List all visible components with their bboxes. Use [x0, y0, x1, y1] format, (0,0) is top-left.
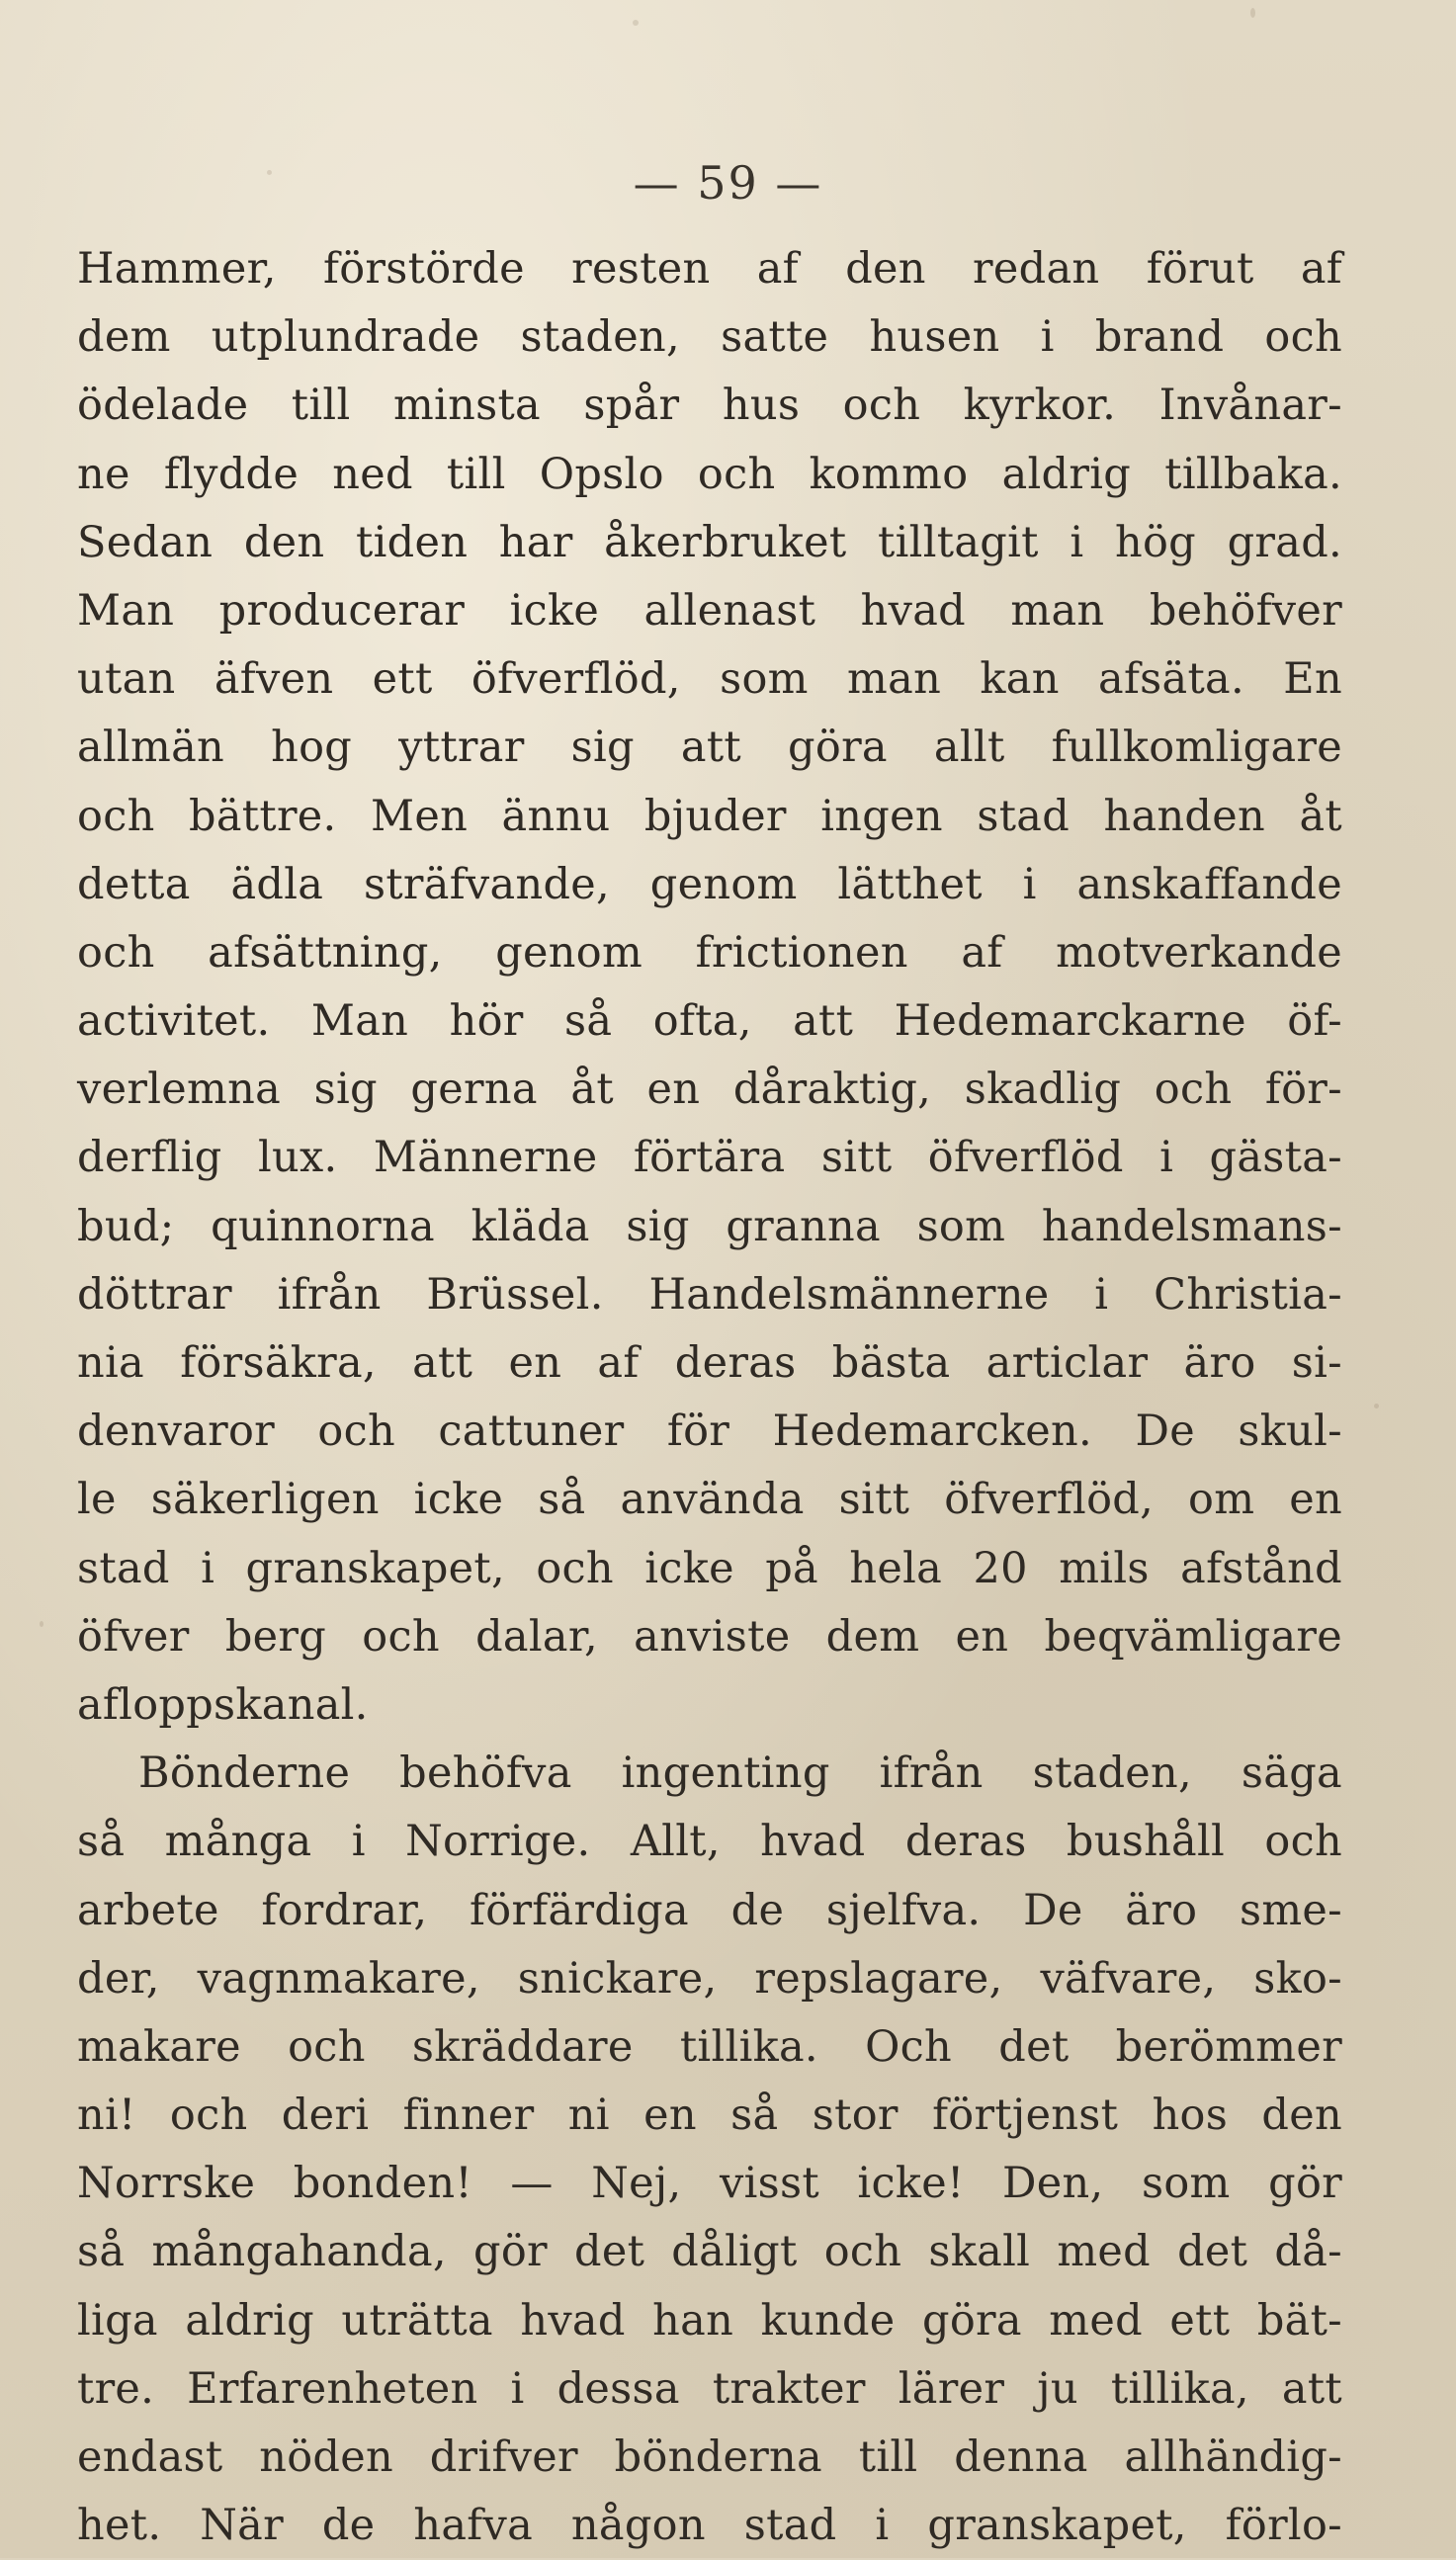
text-line: Man producerar icke allenast hvad man behöfver	[77, 585, 1342, 636]
text-line: denvaror och cattuner för Hedemarcken. De skul-	[77, 1407, 1342, 1457]
text-line: bud; quinnorna kläda sig granna som handelsmans-	[77, 1201, 1342, 1251]
foxing-spot	[1250, 8, 1255, 18]
text-line: ne flydde ned till Opslo och kommo aldrig tillbaka.	[77, 449, 1342, 499]
text-line: så många i Norrige. Allt, hvad deras bushåll och	[77, 1817, 1342, 1867]
text-line: tre. Erfarenheten i dessa trakter lärer ju tillika, att	[77, 2363, 1342, 2414]
text-line: stad i granskapet, och icke på hela 20 mils afstånd	[77, 1543, 1342, 1593]
page-number: — 59 —	[633, 156, 823, 210]
text-line: afloppskanal.	[77, 1679, 369, 1730]
text-line: och bättre. Men ännu bjuder ingen stad handen åt	[77, 791, 1342, 841]
text-line: activitet. Man hör så ofta, att Hedemarckarne öf-	[77, 996, 1342, 1047]
text-line: endast nöden drifver bönderna till denna allhändig-	[77, 2432, 1342, 2482]
text-line: ödelade till minsta spår hus och kyrkor. Invånar-	[77, 381, 1342, 431]
text-line: verlemna sig gerna åt en dåraktig, skadlig och för-	[77, 1065, 1342, 1115]
text-line: der, vagnmakare, snickare, repslagare, väfvare, sko-	[77, 1953, 1342, 2004]
text-line: så mångahanda, gör det dåligt och skall med det då-	[77, 2227, 1342, 2277]
text-line: nia försäkra, att en af deras bästa articlar äro si-	[77, 1338, 1342, 1388]
foxing-spot	[40, 1621, 43, 1627]
text-line: Bönderne behöfva ingenting ifrån staden, säga	[138, 1749, 1342, 1799]
body-text	[77, 235, 1342, 2560]
foxing-spot	[1374, 1404, 1379, 1408]
text-line: het. När de hafva någon stad i granskapet, förlo-	[77, 2501, 1342, 2551]
text-line: utan äfven ett öfverflöd, som man kan afsäta. En	[77, 654, 1342, 705]
text-line: öfver berg och dalar, anviste dem en beqvämligare	[77, 1611, 1342, 1662]
text-line: liga aldrig uträtta hvad han kunde göra med ett bät-	[77, 2295, 1342, 2346]
text-line: derflig lux. Männerne förtära sitt öfverflöd i gästa-	[77, 1133, 1342, 1183]
text-line: allmän hog yttrar sig att göra allt fullkomligare	[77, 723, 1342, 773]
text-line: arbete fordrar, förfärdiga de sjelfva. De äro sme-	[77, 1885, 1342, 1935]
text-line: Sedan den tiden har åkerbruket tilltagit i hög grad.	[77, 517, 1342, 567]
text-line: döttrar ifrån Brüssel. Handelsmännerne i Christia-	[77, 1269, 1342, 1320]
text-line: le säkerligen icke så använda sitt öfverflöd, om en	[77, 1475, 1342, 1525]
text-line: och afsättning, genom frictionen af motverkande	[77, 927, 1342, 978]
text-line: Hammer, förstörde resten af den redan förut af	[77, 244, 1342, 294]
text-line: ni! och deri finner ni en så stor förtjenst hos den	[77, 2091, 1342, 2141]
text-line: detta ädla sträfvande, genom lätthet i anskaffande	[77, 859, 1342, 909]
text-line: dem utplundrade staden, satte husen i brand och	[77, 312, 1342, 363]
foxing-spot	[633, 20, 639, 26]
text-line: Norrske bonden! — Nej, visst icke! Den, som gör	[77, 2159, 1342, 2209]
text-line: makare och skräddare tillika. Och det berömmer	[77, 2021, 1342, 2072]
